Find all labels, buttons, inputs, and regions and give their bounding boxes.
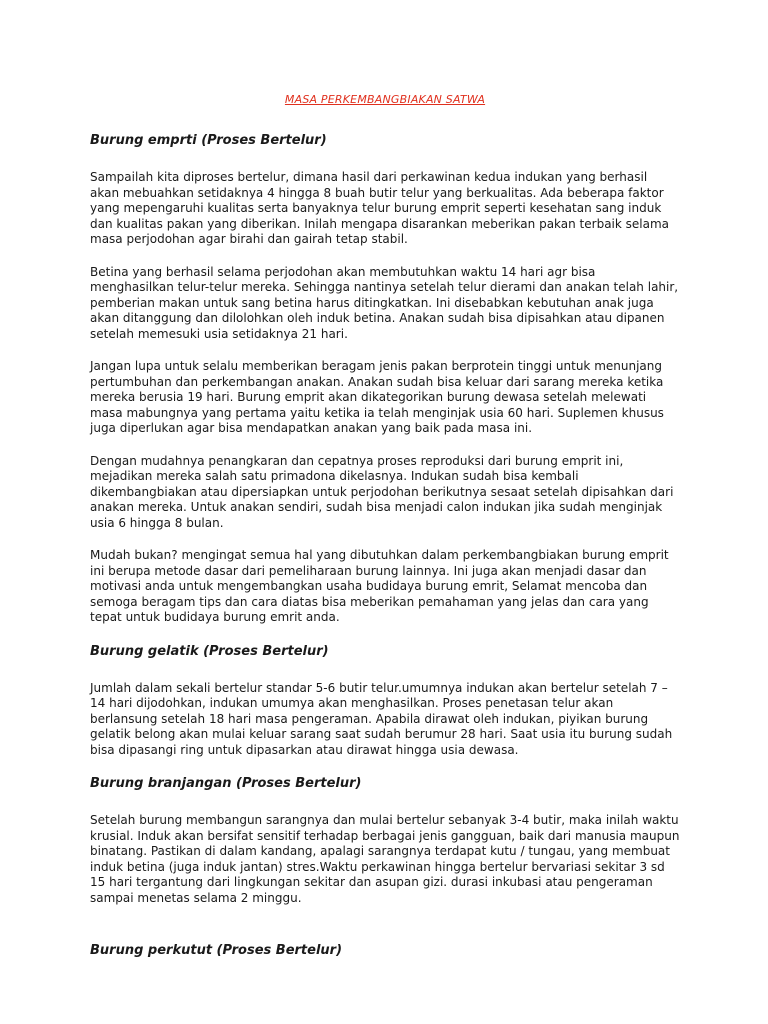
paragraph: Jumlah dalam sekali bertelur standar 5-6 butir telur.umumnya indukan akan bertelur setelah 7 – 14 hari dijodohkan, indukan umumya akan menghasilkan. Proses penetasan telur akan berlansung setelah 18 hari masa pengeraman. Apabila dirawat oleh indukan, piyikan burung gelatik belong akan mulai keluar sarang saat sudah berumur 28 hari. Saat usia itu burung sudah bisa dipasangi ring untuk dipasarkan atau dirawat hingga usia dewasa. [90, 680, 673, 757]
paragraph: Mudah bukan? mengingat semua hal yang dibutuhkan dalam perkembangbiakan burung emprit ini berupa metode dasar dari pemeliharaan burung lainnya. Ini juga akan menjadi dasar dan motivasi anda untuk mengembangkan usaha budidaya burung emrit, Selamat mencoba dan semoga beragam tips dan cara diatas bisa meberikan pemahaman yang jelas dan cara yang tepat untuk budidaya burung emrit anda. [90, 548, 669, 624]
section-branjangan [90, 775, 680, 906]
paragraph: Betina yang berhasil selama perjodohan akan membutuhkan waktu 14 hari agr bisa menghasilkan telur-telur mereka. Sehingga nantinya setelah telur dierami dan anakan telah lahir, pemberian makan untuk sang betina harus ditingkatkan. Ini disebabkan kebutuhan anak juga akan ditanggung dan dilolohkan oleh induk betina. Anakan sudah bisa dipisahkan atau dipanen setelah memesuki usia setidaknya 21 hari. [90, 264, 679, 341]
paragraph: Setelah burung membangun sarangnya dan mulai bertelur sebanyak 3-4 butir, maka inilah waktu krusial. Induk akan bersifat sensitif terhadap berbagai jenis gangguan, baik dari manusia maupun binatang. Pastikan di dalam kandang, apalagi sarangnya terdapat kutu / tungau, yang membuat induk betina (juga induk jantan) stres.Waktu perkawinan hingga bertelur bervariasi sekitar 3 sd 15 hari tergantung dari lingkungan sekitar dan asupan gizi. durasi inkubasi atau pengeraman sampai menetas selama 2 minggu. [90, 813, 680, 905]
paragraph: Dengan mudahnya penangkaran dan cepatnya proses reproduksi dari burung emprit ini, mejadikan mereka salah satu primadona dikelasnya. Indukan sudah bisa kembali dikembangbiakan atau dipersiapkan untuk perjodohan berikutnya sesaat setelah dipisahkan dari anakan mereka. Untuk anakan sendiri, sudah bisa menjadi calon indukan jika sudah menginjak usia 6 hingga 8 bulan. [90, 453, 674, 530]
section-heading: Burung branjangan (Proses Bertelur) [90, 776, 362, 791]
section-perkutut [90, 942, 680, 960]
document-title: MASA PERKEMBANGBIAKAN SATWA [284, 93, 486, 106]
section-emprit [90, 132, 680, 626]
paragraph: Jangan lupa untuk selalu memberikan beragam jenis pakan berprotein tinggi untuk menunjang pertumbuhan dan perkembangan anakan. Anakan sudah bisa keluar dari sarang mereka ketika mereka berusia 19 hari. Burung emprit akan dikategorikan burung dewasa setelah melewati masa mabungnya yang pertama yaitu ketika ia telah menginjak usia 60 hari. Suplemen khusus juga diperlukan agar bisa mendapatkan anakan yang baik pada masa ini. [90, 359, 664, 435]
section-gelatik [90, 643, 680, 759]
section-heading: Burung gelatik (Proses Bertelur) [90, 643, 329, 659]
document-page [90, 92, 680, 980]
section-heading: Burung emprti (Proses Bertelur) [90, 133, 327, 148]
paragraph: Sampailah kita diproses bertelur, dimana hasil dari perkawinan kedua indukan yang berhasil akan mebuahkan setidaknya 4 hingga 8 buah butir telur yang berkualitas. Ada beberapa faktor yang mepengaruhi kualitas serta banyaknya telur burung emprit seperti kesehatan sang induk dan kualitas pakan yang diberikan. Inilah mengapa disarankan meberikan pakan terbaik selama masa perjodohan agar birahi dan gairah tetap stabil. [90, 170, 670, 246]
section-heading: Burung perkutut (Proses Bertelur) [90, 943, 343, 958]
